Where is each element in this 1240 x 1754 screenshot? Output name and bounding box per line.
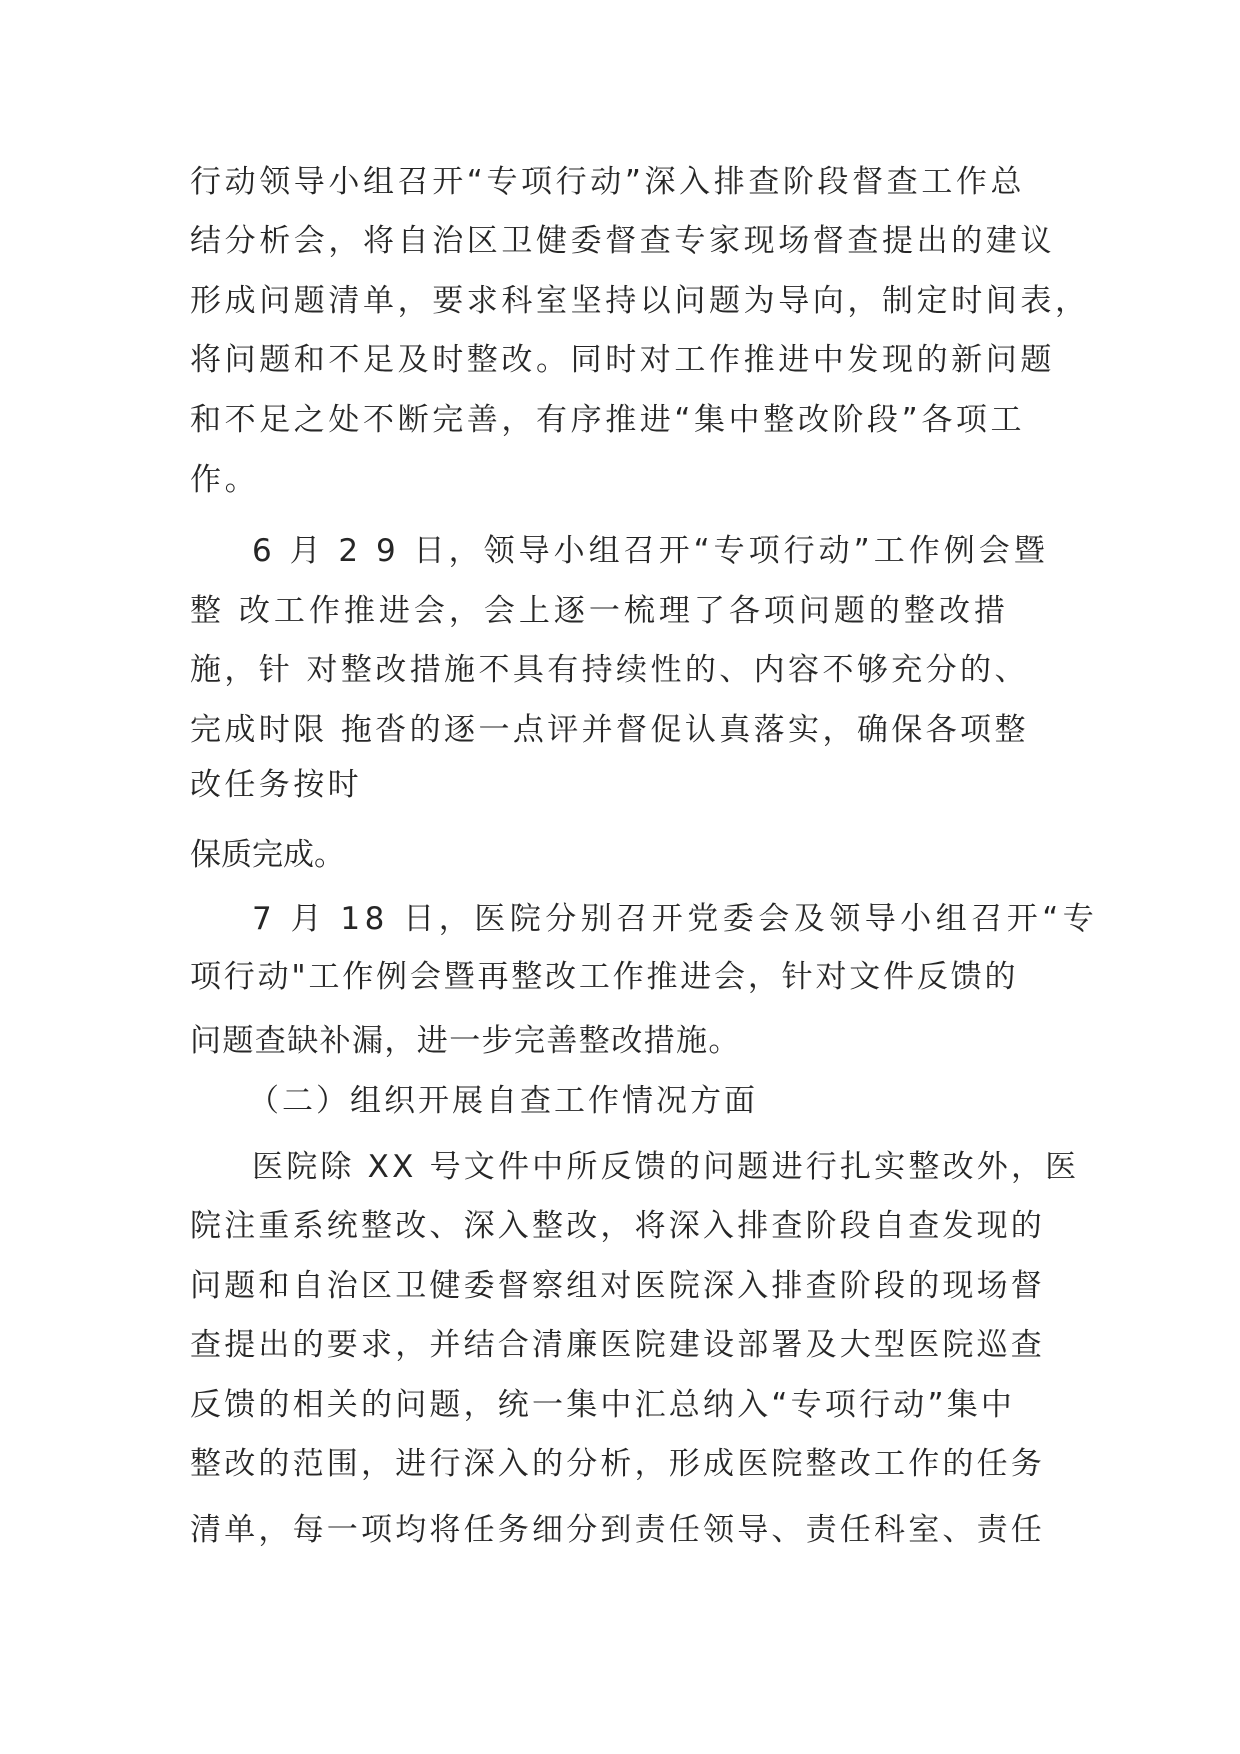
text-line: 清单，每一项均将任务细分到责任领导、责任科室、责任 [190,1512,1045,1548]
text-line: 整 改工作推进会，会上逐一梳理了各项问题的整改措 [190,593,1009,629]
section-heading: （二）组织开展自查工作情况方面 [248,1083,758,1119]
text-line: 查提出的要求，并结合清廉医院建设部署及大型医院巡查 [190,1327,1045,1363]
text-line: 整改的范围，进行深入的分析，形成医院整改工作的任务 [190,1446,1045,1482]
text-line: 项行动"工作例会暨再整改工作推进会，针对文件反馈的 [190,959,1019,995]
text-line: 结分析会，将自治区卫健委督查专家现场督查提出的建议 [190,223,1055,259]
paragraph-first-line: 6 月 2 9 日，领导小组召开“专项行动”工作例会暨 [252,533,1049,569]
paragraph-first-line: 医院除 XX 号文件中所反馈的问题进行扎实整改外，医 [252,1149,1080,1185]
text-line: 保质完成。 [190,837,345,873]
text-line: 问题和自治区卫健委督察组对医院深入排查阶段的现场督 [190,1268,1045,1304]
text-line: 问题查缺补漏，进一步完善整改措施。 [190,1023,741,1059]
text-line: 和不足之处不断完善，有序推进“集中整改阶段”各项工 [190,402,1026,438]
paragraph-first-line: 7 月 18 日，医院分别召开党委会及领导小组召开“专 [252,901,1099,937]
text-line: 将问题和不足及时整改。同时对工作推进中发现的新问题 [190,342,1055,378]
text-line: 施，针 对整改措施不具有持续性的、内容不够充分的、 [190,652,1029,688]
text-line: 改任务按时 [190,767,362,803]
text-line: 形成问题清单，要求科室坚持以问题为导向，制定时间表， [190,283,1090,319]
text-line: 作。 [190,462,260,498]
text-line: 反馈的相关的问题，统一集中汇总纳入“专项行动”集中 [190,1387,1016,1423]
text-line: 完成时限 拖沓的逐一点评并督促认真落实，确保各项整 [190,712,1029,748]
text-line: 院注重系统整改、深入整改，将深入排查阶段自查发现的 [190,1208,1045,1244]
text-line: 行动领导小组召开“专项行动”深入排查阶段督查工作总 [190,164,1026,200]
